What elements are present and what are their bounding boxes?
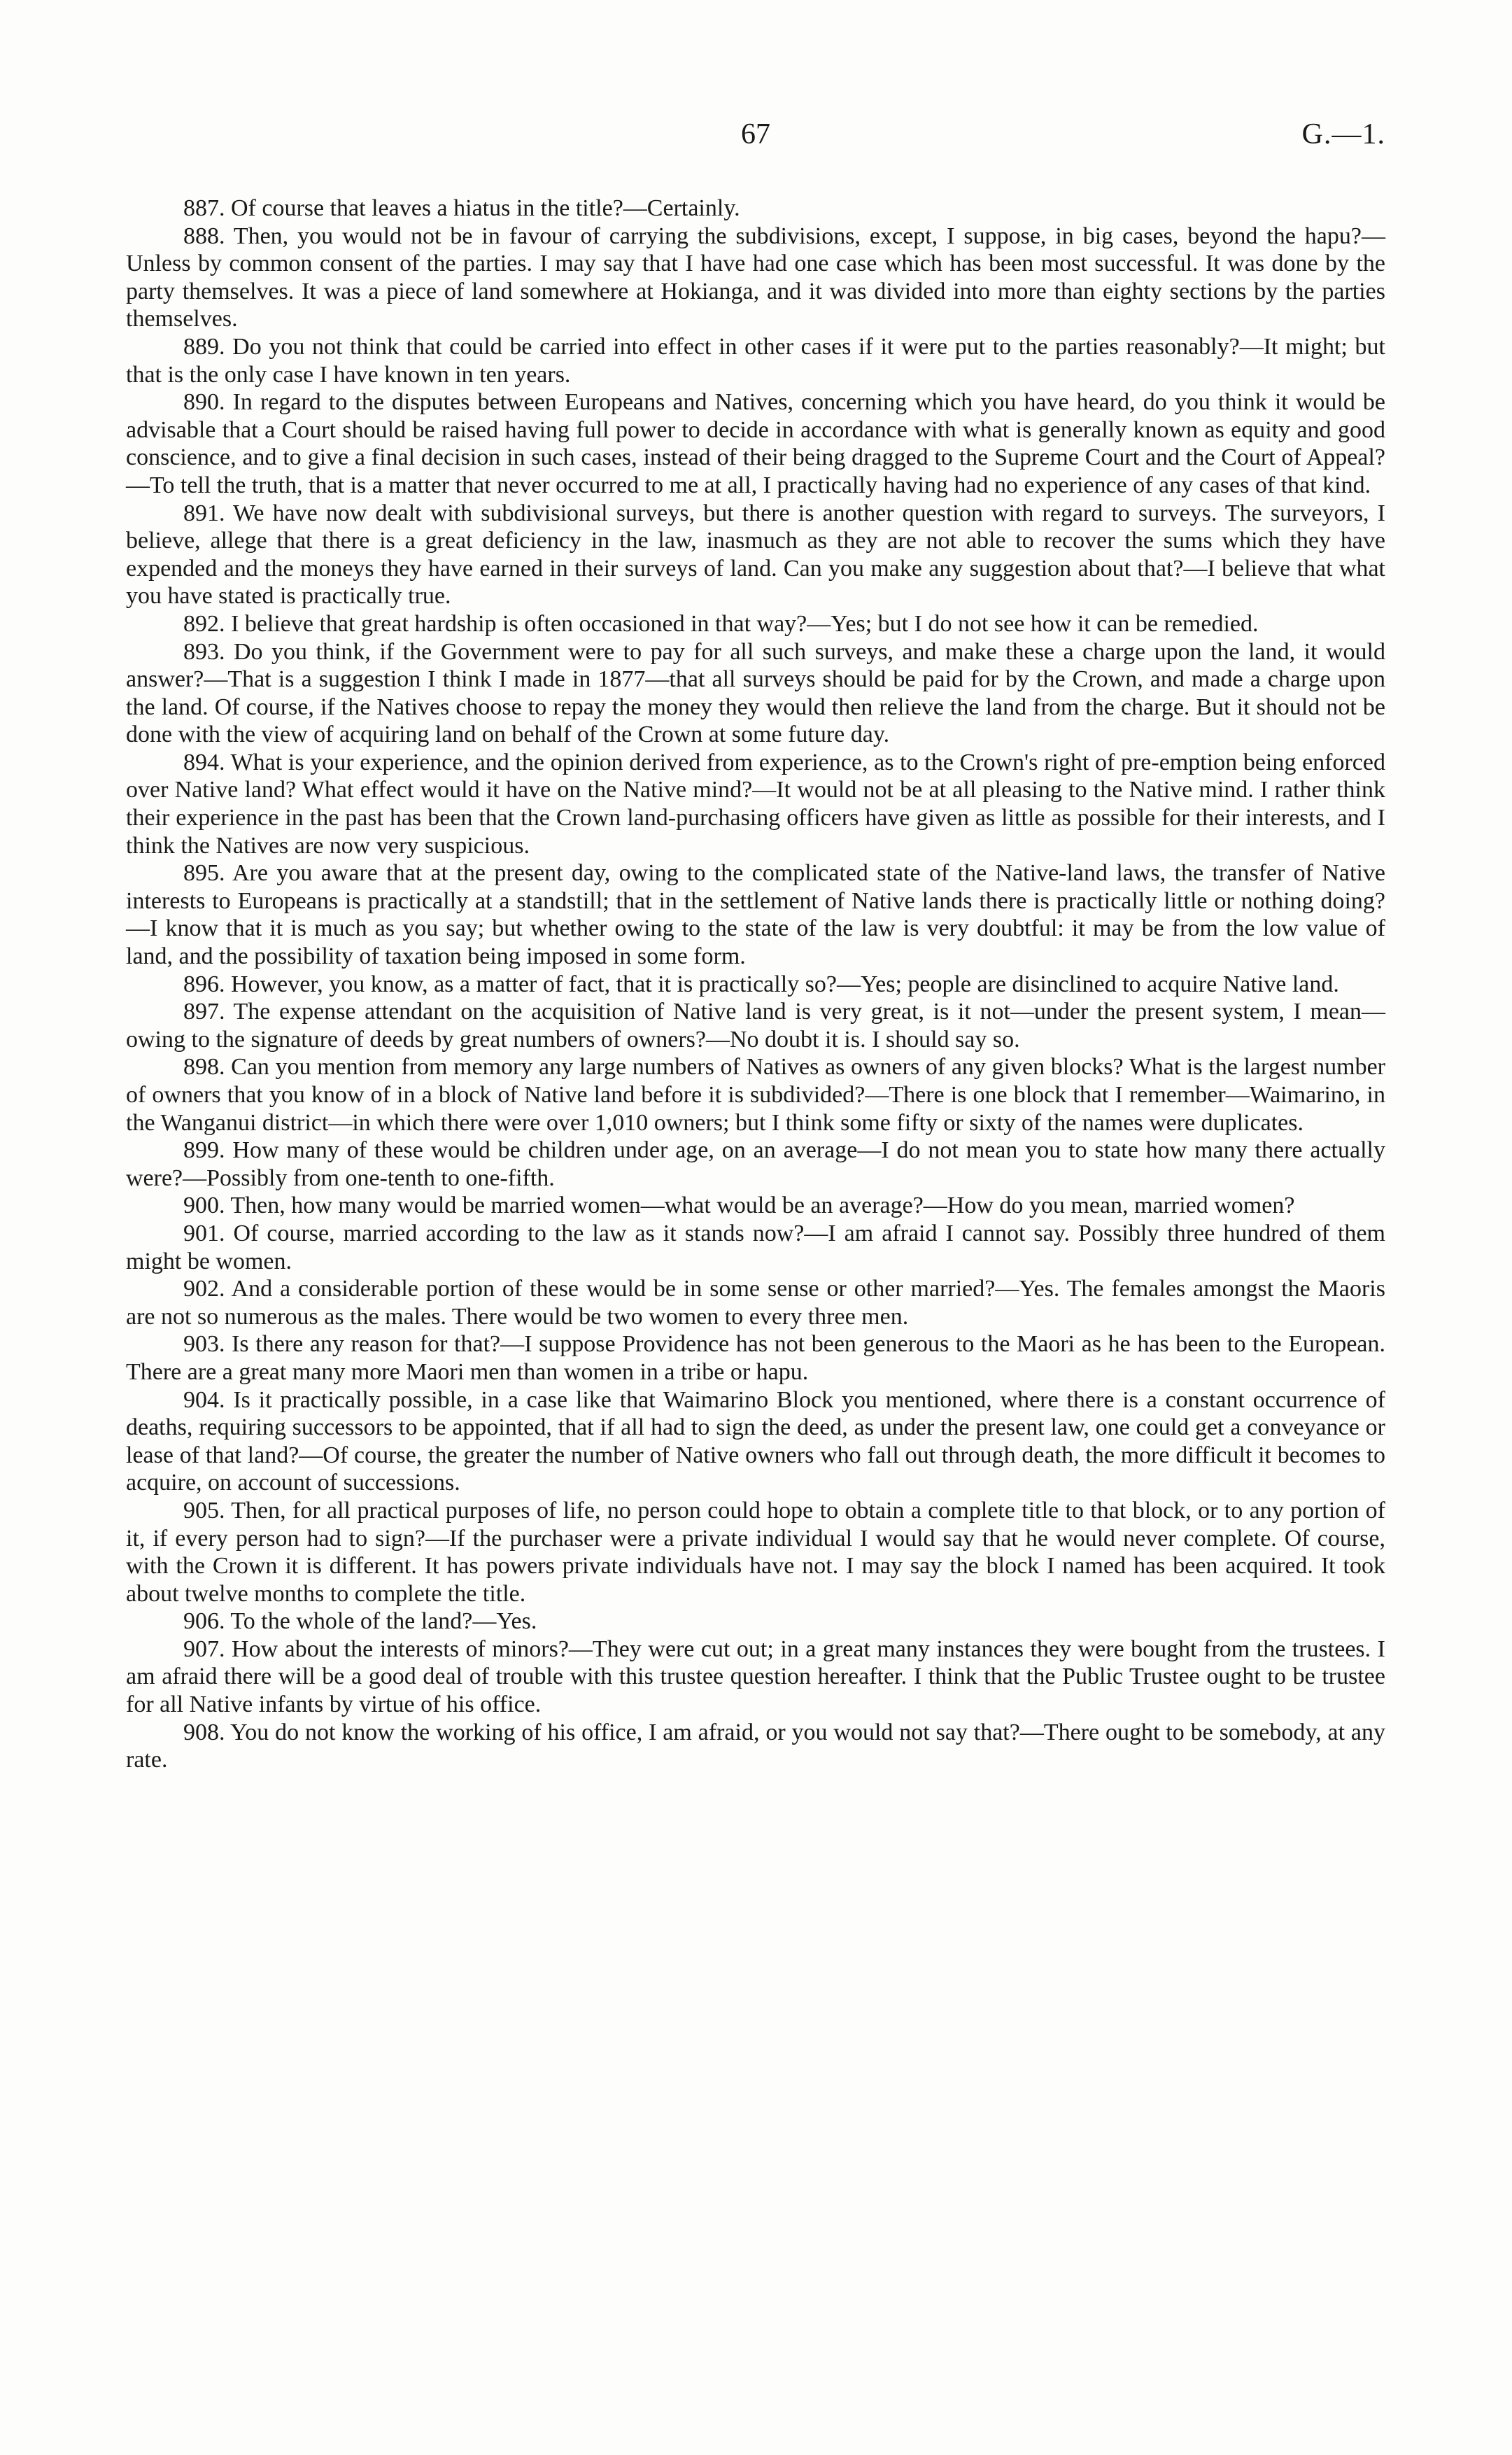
- paragraph-907: 907. How about the interests of minors?—They were cut out; in a great many instances they were bought from the trustees. I am afraid there will be a good deal of trouble with this trustee question hereafter. I think that the Public Trustee ought to be trustee for all Native infants by virtue of his office.: [126, 1636, 1385, 1718]
- paragraph-895: 895. Are you aware that at the present day, owing to the complicated state of the Native-land laws, the transfer of Native interests to Europeans is practically at a standstill; that in the settlement of Native lands there is practically little or nothing doing?—I know that it is much as you say; but whether owing to the state of the law is very doubtful: it may be from the low value of land, and the possibility of taxation being imposed in some form.: [126, 860, 1385, 970]
- page-header: [126, 118, 1385, 167]
- paragraph-900: 900. Then, how many would be married women—what would be an average?—How do you mean, married women?: [183, 1193, 1295, 1219]
- paragraph-896: 896. However, you know, as a matter of fact, that it is practically so?—Yes; people are disinclined to acquire Native land.: [183, 971, 1339, 997]
- paragraph-889: 889. Do you not think that could be carried into effect in other cases if it were put to the parties reasonably?—It might; but that is the only case I have known in ten years.: [126, 333, 1385, 388]
- paragraph-899: 899. How many of these would be children under age, on an average—I do not mean you to state how many there actually were?—Possibly from one-tenth to one-fifth.: [126, 1137, 1385, 1191]
- page-number: 67: [741, 118, 770, 150]
- paragraph-902: 902. And a considerable portion of these would be in some sense or other married?—Yes. The females amongst the Maoris are not so numerous as the males. There would be two women to every three men.: [126, 1276, 1385, 1330]
- testimony-body: [126, 195, 1385, 1774]
- paragraph-903: 903. Is there any reason for that?—I suppose Providence has not been generous to the Maori as he has been to the European. There are a great many more Maori men than women in a tribe or hapu.: [126, 1331, 1385, 1385]
- paragraph-906: 906. To the whole of the land?—Yes.: [183, 1608, 537, 1635]
- paragraph-887: 887. Of course that leaves a hiatus in the title?—Certainly.: [183, 195, 740, 221]
- paragraph-888: 888. Then, you would not be in favour of carrying the subdivisions, except, I suppose, in big cases, beyond the hapu?—Unless by common consent of the parties. I may say that I have had one case which has been most successful. It was done by the party themselves. It was a piece of land somewhere at Hokianga, and it was divided into more than eighty sections by the parties themselves.: [126, 223, 1385, 332]
- paragraph-897: 897. The expense attendant on the acquisition of Native land is very great, is it not—under the present system, I mean—owing to the signature of deeds by great numbers of owners?—No doubt it is. I should say so.: [126, 999, 1385, 1053]
- paragraph-892: 892. I believe that great hardship is often occasioned in that way?—Yes; but I do not see how it can be remedied.: [183, 610, 1259, 637]
- paragraph-893: 893. Do you think, if the Government were to pay for all such surveys, and make these a charge upon the land, it would answer?—That is a suggestion I think I made in 1877—that all surveys should be paid for by the Crown, and made a charge upon the land. Of course, if the Natives choose to repay the money they would then relieve the land from the charge. But it should not be done with the view of acquiring land on behalf of the Crown at some future day.: [126, 638, 1385, 748]
- paragraph-905: 905. Then, for all practical purposes of life, no person could hope to obtain a complete title to that block, or to any portion of it, if every person had to sign?—If the purchaser were a private individual I would say that he would never complete. Of course, with the Crown it is different. It has powers private individuals have not. I may say the block I named has been acquired. It took about twelve months to complete the title.: [126, 1497, 1385, 1607]
- paragraph-891: 891. We have now dealt with subdivisional surveys, but there is another question with regard to surveys. The surveyors, I believe, allege that there is a great deficiency in the law, inasmuch as they are not able to recover the sums which they have expended and the moneys they have earned in their surveys of land. Can you make any suggestion about that?—I believe that what you have stated is practically true.: [126, 500, 1385, 610]
- paragraph-898: 898. Can you mention from memory any large numbers of Natives as owners of any given blocks? What is the largest number of owners that you know of in a block of Native land before it is subdivided?—There is one block that I remember—Waimarino, in the Wanganui district—in which there were over 1,010 owners; but I think some fifty or sixty of the names were duplicates.: [126, 1054, 1385, 1136]
- paragraph-890: 890. In regard to the disputes between Europeans and Natives, concerning which you have heard, do you think it would be advisable that a Court should be raised having full power to decide in accordance with what is generally known as equity and good conscience, and to give a final decision in such cases, instead of their being dragged to the Supreme Court and the Court of Appeal?—To tell the truth, that is a matter that never occurred to me at all, I practically having had no experience of any cases of that kind.: [126, 389, 1385, 498]
- paragraph-904: 904. Is it practically possible, in a case like that Waimarino Block you mentioned, where there is a constant occurrence of deaths, requiring successors to be appointed, that if all had to sign the deed, as under the present law, one could get a conveyance or lease of that land?—Of course, the greater the number of Native owners who fall out through death, the more difficult it becomes to acquire, on account of successions.: [126, 1386, 1385, 1496]
- paragraph-908: 908. You do not know the working of his office, I am afraid, or you would not say that?—There ought to be somebody, at any rate.: [126, 1719, 1385, 1773]
- paragraph-894: 894. What is your experience, and the opinion derived from experience, as to the Crown's right of pre-emption being enforced over Native land? What effect would it have on the Native mind?—It would not be at all pleasing to the Native mind. I rather think their experience in the past has been that the Crown land-purchasing officers have given as little as possible for their interests, and I think the Natives are now very suspicious.: [126, 749, 1385, 859]
- document-reference: G.—1.: [1301, 118, 1385, 150]
- paragraph-901: 901. Of course, married according to the law as it stands now?—I am afraid I cannot say. Possibly three hundred of them might be women.: [126, 1220, 1385, 1274]
